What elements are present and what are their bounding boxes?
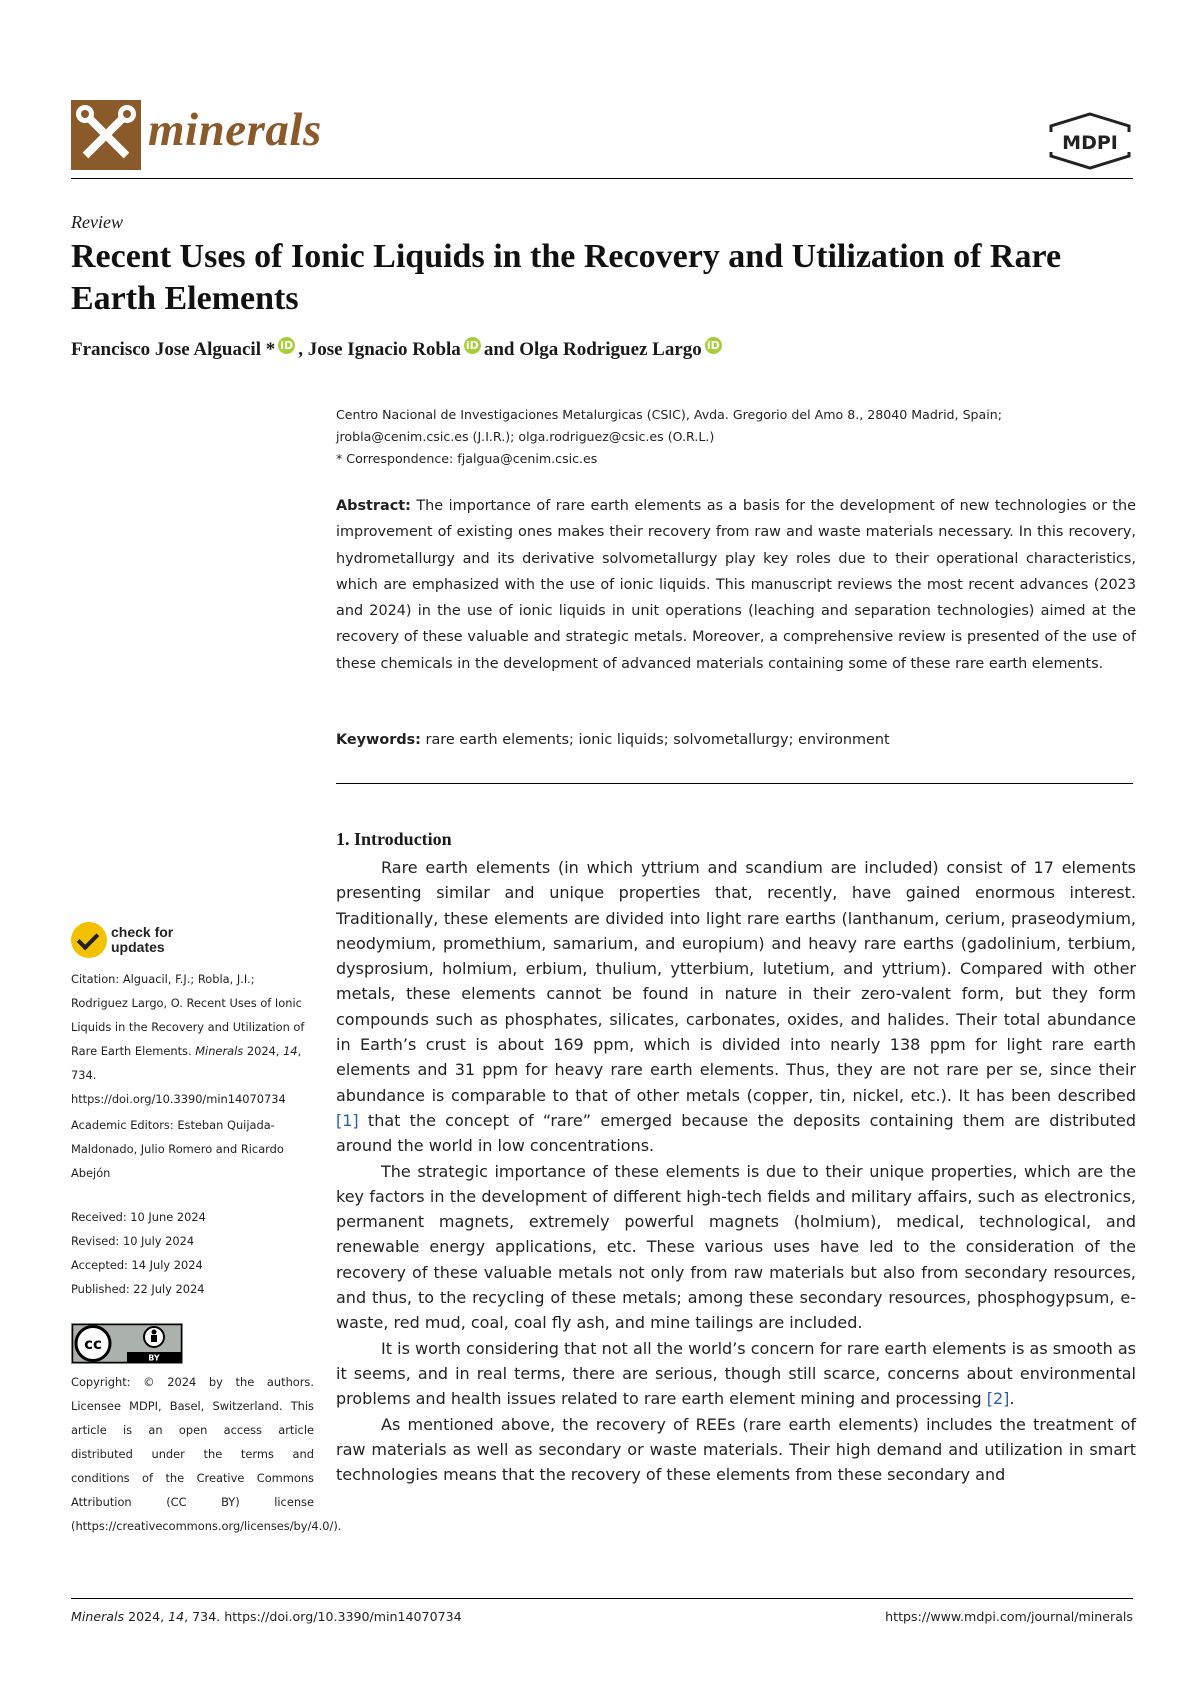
abstract-text: The importance of rare earth elements as a basis for the development of new technologies or the improvement of existing ones makes their recovery from raw and waste materials necessary. In this recovery, hydrometallurgy and its derivative solvometallurgy play key roles due to their operational characteristics, which are emphasized with the use of ionic liquids. This manuscript reviews the most recent advances (2023 and 2024) in the use of ionic liquids in unit operations (leaching and separation technologies) aimed at the recovery of these valuable and strategic metals. Moreover, a comprehensive review is presented of the use of these chemicals in the development of advanced materials containing some of these rare earth elements. — [336, 498, 1137, 672]
copyright-notice: Copyright: © 2024 by the authors. Licensee MDPI, Basel, Switzerland. This article is an open access article distributed under the terms and conditions of the Creative Commons Attribution (CC BY) license (https://creativecommons.org/licenses/by/4.0/). — [71, 1375, 342, 1533]
publication-dates — [71, 1205, 314, 1301]
revised-date: Revised: 10 July 2024 — [71, 1234, 195, 1248]
check-updates-label: check for — [111, 924, 174, 940]
abstract-divider — [336, 783, 1133, 784]
published-date: Published: 22 July 2024 — [71, 1282, 205, 1296]
minerals-logo-icon — [71, 100, 141, 170]
journal-name: minerals — [148, 104, 322, 156]
academic-editors: Academic Editors: Esteban Quijada-Maldonado, Julio Romero and Ricardo Abejón — [71, 1118, 284, 1180]
author-name: and Olga Rodriguez Largo — [483, 338, 702, 360]
citation-block: Citation: Alguacil, F.J.; Robla, J.I.; Rodriguez Largo, O. Recent Uses of Ionic Liquids in the Recovery and Utilization of Rare Earth Elements. Minerals 2024, 14, 734. https://doi.org/10.3390/min14070734 — [71, 972, 305, 1106]
author-name: , Jose Ignacio Robla — [298, 338, 461, 360]
correspondence-line: * Correspondence: fjalgua@cenim.csic.es — [336, 451, 598, 466]
footer-divider — [71, 1598, 1133, 1599]
paragraph: As mentioned above, the recovery of REEs (rare earth elements) includes the treatment of raw materials as well as secondary or waste materials. Their high demand and utilization in smart technologies means that the recovery of these elements from these secondary and — [336, 1414, 1136, 1485]
paragraph: It is worth considering that not all the world’s concern for rare earth elements is as smooth as it seems, and in real terms, there are serious, though still scarce, concerns about environmental problems and health issues related to rare earth element mining and processing [2]. — [336, 1338, 1136, 1409]
affiliation-block — [336, 404, 1136, 470]
section-heading: 1. Introduction — [336, 829, 452, 849]
article-type: Review — [71, 212, 123, 232]
journal-url-link[interactable]: https://www.mdpi.com/journal/minerals — [885, 1609, 1133, 1624]
mdpi-logo-text: MDPI — [1062, 132, 1118, 154]
abstract — [336, 493, 1136, 677]
keywords-label: Keywords: — [336, 732, 421, 748]
affiliation-emails: jrobla@cenim.csic.es (J.I.R.); olga.rodriguez@csic.es (O.R.L.) — [336, 429, 715, 444]
author-list — [71, 337, 725, 362]
citation-link[interactable]: [2] — [986, 1389, 1010, 1409]
article-title: Recent Uses of Ionic Liquids in the Recovery and Utilization of Rare Earth Elements — [71, 238, 1062, 317]
mdpi-logo-icon — [1047, 112, 1133, 170]
orcid-icon[interactable]: iD — [705, 337, 722, 354]
check-icon — [71, 922, 107, 958]
received-date: Received: 10 June 2024 — [71, 1210, 206, 1224]
paragraph: The strategic importance of these elements is due to their unique properties, which are the key factors in the development of different high-tech fields and military affairs, such as electronics, permanent magnets, extremely powerful magnets (holmium), medical, technological, and renewable energy applications, etc. These various uses have led to the consideration of the recovery of these valuable metals not only from raw materials but also from secondary resources, and thus, to the recycling of these metals; among these secondary resources, phosphogypsum, e-waste, red mud, coal, coal fly ash, and mine tailings are included. — [336, 1161, 1136, 1333]
citation-link[interactable]: [1] — [336, 1110, 359, 1130]
cc-text: cc — [84, 1335, 102, 1353]
abstract-label: Abstract: — [336, 498, 411, 514]
cc-by-license-icon[interactable] — [71, 1323, 183, 1364]
check-for-updates-button[interactable] — [71, 922, 173, 958]
orcid-icon[interactable]: iD — [278, 337, 295, 354]
author-name: Francisco Jose Alguacil * — [71, 338, 276, 360]
cc-by-text: BY — [148, 1353, 160, 1363]
check-updates-label: updates — [111, 939, 165, 955]
keywords — [336, 727, 1136, 753]
orcid-icon[interactable]: iD — [464, 337, 481, 354]
accepted-date: Accepted: 14 July 2024 — [71, 1258, 203, 1272]
affiliation-line: Centro Nacional de Investigaciones Metalurgicas (CSIC), Avda. Gregorio del Amo 8., 28040 Madrid, Spain; — [336, 407, 1002, 422]
header-divider — [71, 178, 1133, 179]
keywords-text: rare earth elements; ionic liquids; solvometallurgy; environment — [425, 732, 890, 748]
footer-citation: Minerals 2024, 14, 734. https://doi.org/10.3390/min14070734 — [71, 1609, 462, 1624]
paragraph: Rare earth elements (in which yttrium and scandium are included) consist of 17 elements presenting similar and unique properties that, recently, have gained enormous interest. Traditionally, these elements are divided into light rare earths (lanthanum, cerium, praseodymium, neodymium, promethium, samarium, and europium) and heavy rare earths (gadolinium, terbium, dysprosium, holmium, erbium, thulium, ytterbium, lutetium, and yttrium). Compared with other metals, these elements cannot be found in nature in their zero-valent form, but they form compounds such as phosphates, silicates, carbonates, oxides, and halides. Their total abundance in Earth’s crust is about 169 ppm, which is divided into nearly 138 ppm for light rare earth elements and 31 ppm for heavy rare earth elements. Thus, they are not rare per se, since their abundance is comparable to that of other metals (copper, tin, nickel, etc.). It has been described [1] that the concept of “rare” emerged because the deposits containing them are distributed around the world in low concentrations. — [336, 858, 1136, 1156]
section-body — [336, 855, 1136, 1487]
